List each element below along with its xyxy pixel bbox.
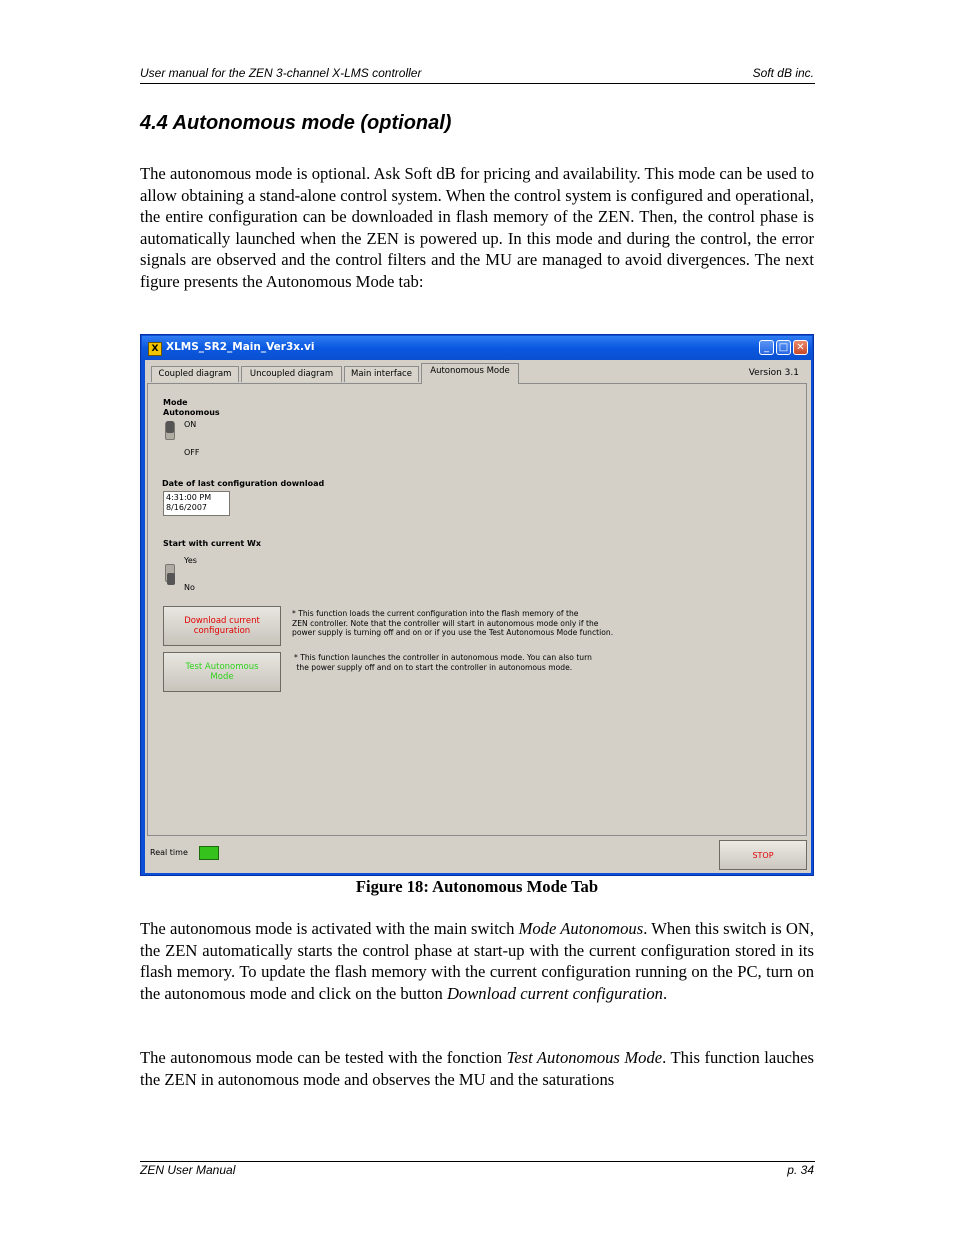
download-configuration-label: Download current configuration [184, 616, 260, 636]
download-configuration-button[interactable] [163, 606, 281, 646]
figure-caption: Figure 18: Autonomous Mode Tab [355, 877, 599, 896]
section-title: 4.4 Autonomous mode (optional) [140, 112, 452, 134]
para2-text-3: . [662, 983, 668, 1003]
figure-window-screenshot [140, 334, 814, 876]
date-last-download-field [163, 491, 230, 516]
test-note: * This function launches the controller in autonomous mode. You can also turn the power supply off and on to start the controller in autonomous mode. [294, 653, 592, 672]
version-label: Version 3.1 [748, 368, 799, 378]
date-date-value: 8/16/2007 [166, 503, 208, 512]
start-yes-label: Yes [184, 556, 197, 565]
minimize-icon[interactable]: _ [759, 340, 774, 355]
window-title: XLMS_SR2_Main_Ver3x.vi [166, 341, 315, 353]
test-autonomous-mode-button[interactable] [163, 652, 281, 692]
real-time-label: Real time [150, 848, 188, 857]
para3-emphasis-test: Test Autonomous Mode [506, 1048, 663, 1067]
para2-emphasis-mode-autonomous: Mode Autonomous [518, 919, 644, 938]
stop-button[interactable] [719, 840, 807, 870]
header-rule [140, 83, 815, 84]
mode-on-label: ON [184, 420, 197, 429]
switch-lever-icon [166, 421, 174, 433]
app-icon: X [148, 342, 162, 356]
mode-autonomous-label: Mode Autonomous [163, 398, 220, 417]
tab-bar [145, 360, 811, 384]
switch-lever-icon [167, 573, 175, 585]
footer-manual-name: ZEN User Manual [140, 1163, 236, 1177]
tab-autonomous-mode[interactable]: Autonomous Mode [421, 363, 519, 384]
tab-uncoupled-diagram[interactable]: Uncoupled diagram [241, 366, 342, 382]
tab-coupled-diagram[interactable]: Coupled diagram [151, 366, 239, 382]
mode-autonomous-switch[interactable] [165, 422, 175, 440]
tab-main-interface[interactable]: Main interface [344, 366, 419, 382]
page-number: p. 34 [787, 1163, 814, 1177]
paragraph-test [140, 1047, 814, 1090]
running-header-company: Soft dB inc. [752, 66, 814, 80]
para3-text-1: The autonomous mode can be tested with the fonction [140, 1048, 507, 1067]
autonomous-mode-panel [147, 383, 807, 836]
real-time-led-indicator [199, 846, 219, 860]
download-note: * This function loads the current configuration into the flash memory of the ZEN controller. Note that the controller will start in autonomous mode only if the power supply is turning off and on or if you use the Test Autonomous Mode function. [292, 609, 614, 637]
status-bar [145, 838, 811, 873]
maximize-icon[interactable]: □ [776, 340, 791, 355]
window-client-area [145, 360, 811, 873]
close-icon[interactable]: ✕ [793, 340, 808, 355]
para2-text-2: . When this switch is ON, the ZEN automatically starts the control phase at start-up with the current configuration stored in its flash memory. To update the flash memory with the current configuration running on the PC, turn on the autonomous mode and click on the button [140, 919, 814, 1003]
para2-emphasis-download: Download current configuration [446, 983, 663, 1003]
date-last-download-label: Date of last configuration download [162, 479, 325, 488]
test-autonomous-mode-label: Test Autonomous Mode [185, 662, 259, 682]
start-current-wx-label: Start with current Wx [163, 539, 262, 548]
para2-text-1: The autonomous mode is activated with the main switch [140, 919, 519, 938]
mode-off-label: OFF [184, 448, 200, 457]
footer-rule [140, 1161, 815, 1162]
start-current-wx-switch[interactable] [165, 564, 175, 582]
window-titlebar [142, 336, 812, 360]
start-no-label: No [184, 583, 195, 592]
date-time-value: 4:31:00 PM [166, 493, 212, 502]
stop-button-label: STOP [752, 850, 774, 860]
running-header-title: User manual for the ZEN 3-channel X-LMS controller [140, 66, 422, 80]
para3-text-2: . This function lauches the ZEN in autonomous mode and observes the MU and the saturations [140, 1048, 815, 1089]
paragraph-intro: The autonomous mode is optional. Ask Soft dB for pricing and availability. This mode can be used to allow obtaining a stand-alone control system. When the control system is configured and operational, the entire configuration can be downloaded in flash memory of the ZEN. Then, the control phase is automatically launched when the ZEN is powered up. In this mode and during the control, the error signals are observed and the control filters and the MU are managed to avoid divergences. The next figure presents the Autonomous Mode tab: [140, 164, 814, 291]
paragraph-activation [140, 918, 814, 1004]
